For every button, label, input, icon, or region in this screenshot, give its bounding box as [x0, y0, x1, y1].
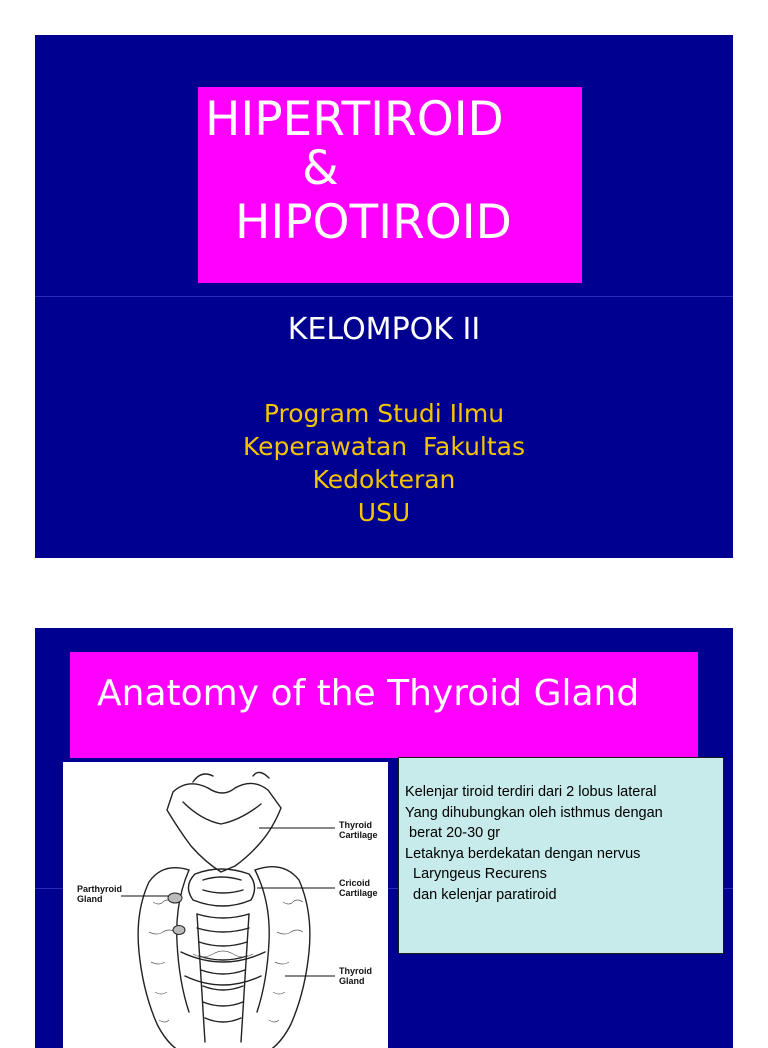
title-line-1: HIPERTIROID [205, 92, 504, 147]
title-line-3: HIPOTIROID [235, 195, 512, 250]
label-thyroid-cartilage: Thyroid Cartilage [339, 820, 378, 840]
program-line-3: Kedokteran [312, 465, 456, 494]
note-line: Laryngeus Recurens [405, 866, 547, 882]
slide-divider [35, 296, 733, 297]
program-line-4: USU [357, 498, 411, 527]
program-block [35, 397, 733, 529]
anatomy-slide [35, 628, 733, 1048]
thyroid-anatomy-figure [63, 762, 388, 1048]
note-line: Letaknya berdekatan dengan nervus [405, 845, 641, 862]
title-slide [35, 35, 733, 558]
program-line-2: Keperawatan Fakultas [242, 432, 526, 461]
label-parathyroid-gland: Parthyroid Gland [77, 884, 123, 904]
program-line-1: Program Studi Ilmu [263, 399, 505, 428]
notes-box [398, 757, 724, 954]
note-line: Kelenjar tiroid terdiri dari 2 lobus lateral [405, 784, 657, 800]
title-box [198, 87, 582, 283]
title-line-2: & [302, 141, 339, 196]
label-thyroid-gland: Thyroid Gland [339, 966, 372, 986]
thyroid-anatomy-drawing [63, 762, 388, 1048]
group-label: KELOMPOK II [287, 312, 481, 347]
slide-title-banner [70, 652, 698, 758]
note-line: dan kelenjar paratiroid [405, 886, 557, 903]
slide-title: Anatomy of the Thyroid Gland [97, 673, 640, 714]
note-line: Yang dihubungkan oleh isthmus dengan [405, 804, 663, 821]
note-line: berat 20-30 gr [405, 825, 501, 841]
label-cricoid-cartilage: Cricoid Cartilage [339, 878, 378, 898]
